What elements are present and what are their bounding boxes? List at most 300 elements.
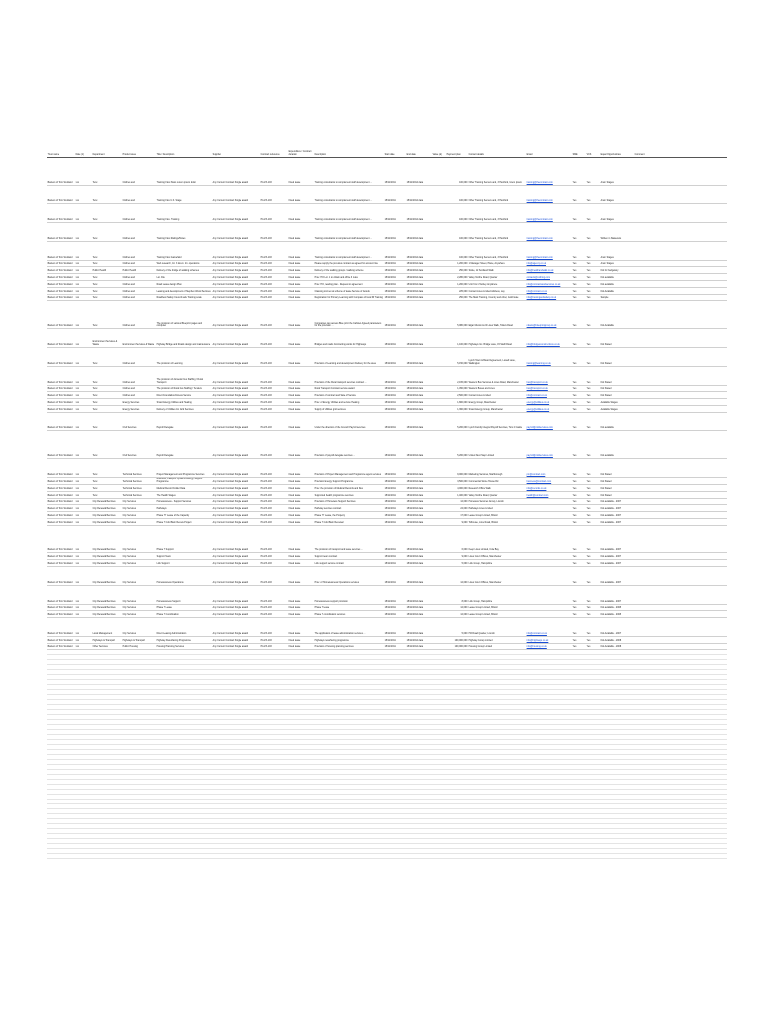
table-cell[interactable]: Tenx — [92, 157, 122, 185]
table-cell[interactable]: xxx — [75, 294, 92, 301]
table-row[interactable] — [47, 604, 727, 611]
table-cell[interactable]: Tenx — [92, 484, 122, 491]
table-cell[interactable]: training@thecontract.com — [526, 223, 572, 242]
table-cell[interactable]: Yes — [572, 518, 586, 525]
table-cell[interactable]: Lynch Family Integral Payroll Services, Tom 2 Castle — [468, 412, 526, 431]
table-cell[interactable]: Yes — [586, 204, 600, 223]
table-cell[interactable]: P4-ZX-103 — [260, 274, 288, 281]
table-cell[interactable]: Fixed lease — [288, 329, 314, 348]
table-cell[interactable]: Yes — [572, 505, 586, 512]
table-cell[interactable]: Clothes and — [122, 281, 156, 288]
table-cell[interactable] — [432, 274, 446, 281]
table-cell[interactable] — [432, 604, 446, 611]
table-cell[interactable]: Yes — [572, 412, 586, 431]
table-cell[interactable]: P4-ZX-103 — [260, 157, 288, 185]
table-cell[interactable]: Any Current Contract Single award — [212, 505, 260, 512]
column-header[interactable]: Title / Description — [156, 128, 212, 157]
table-cell[interactable]: P4-ZX-103 — [260, 491, 288, 498]
table-row[interactable] — [47, 484, 727, 491]
table-cell[interactable] — [634, 525, 727, 553]
table-cell[interactable]: Written in Stakeouts — [600, 223, 634, 242]
table-cell[interactable]: City Services — [122, 585, 156, 604]
table-cell[interactable]: Tenx — [92, 477, 122, 484]
table-row[interactable] — [47, 329, 727, 348]
table-cell[interactable]: 15/11/2011 — [384, 525, 406, 553]
table-cell[interactable]: xxx — [75, 566, 92, 585]
table-cell[interactable]: 100,000 — [446, 185, 468, 204]
table-cell[interactable]: info@housing.co.uk — [526, 643, 572, 650]
empty-cell[interactable] — [634, 854, 727, 859]
table-cell[interactable]: Yes — [586, 498, 600, 505]
table-cell[interactable]: City Renewal/Services — [92, 553, 122, 560]
table-cell[interactable]: 15/11/2014 data — [406, 329, 432, 348]
table-cell[interactable]: Fixed lease — [288, 260, 314, 267]
table-cell[interactable]: 5,000 — [446, 560, 468, 567]
table-cell[interactable]: 1,200,000 — [446, 281, 468, 288]
table-cell[interactable]: Please supply the previous contract as agreed for account line — [314, 260, 384, 267]
table-cell[interactable]: P4-ZX-103 — [260, 392, 288, 399]
table-cell[interactable]: Yes — [586, 636, 600, 643]
table-cell[interactable]: Provision of housing planning services — [314, 643, 384, 650]
table-cell[interactable]: 15/11/2011 — [384, 260, 406, 267]
table-cell[interactable]: Any Current Contract Single award — [212, 399, 260, 406]
table-cell[interactable]: Homelessness Support — [156, 585, 212, 604]
table-cell[interactable]: Not Stated — [600, 477, 634, 484]
table-cell[interactable]: Not Available — [600, 287, 634, 294]
table-cell[interactable]: Any Current Contract Single award — [212, 484, 260, 491]
empty-row[interactable] — [47, 854, 727, 859]
table-cell[interactable]: 15/11/2011 — [384, 566, 406, 585]
table-cell[interactable]: Fixed lease — [288, 512, 314, 519]
table-cell[interactable] — [432, 618, 446, 637]
table-cell[interactable]: Tenx — [92, 241, 122, 260]
table-cell[interactable]: Baxters of Tom Scotland — [47, 260, 75, 267]
table-cell[interactable]: Valley Northe Road, Quarter — [468, 274, 526, 281]
table-cell[interactable]: Fixed lease — [288, 294, 314, 301]
table-cell[interactable]: bus@transport.co.uk — [526, 385, 572, 392]
table-cell[interactable]: Anon Stages — [600, 185, 634, 204]
table-cell[interactable]: Not available - 2008 — [600, 611, 634, 618]
table-cell[interactable]: payroll@civilservices.com — [526, 412, 572, 431]
table-cell[interactable]: Baxters of Tom Scotland — [47, 241, 75, 260]
table-cell[interactable]: 15/11/2014 data — [406, 477, 432, 484]
table-cell[interactable]: Not available - 2008 — [600, 604, 634, 611]
table-cell[interactable]: xxx — [75, 329, 92, 348]
table-row[interactable] — [47, 260, 727, 267]
table-cell[interactable]: Technical Services — [122, 484, 156, 491]
table-cell[interactable]: Elgar Mundo & 24 Lines Walk, Tollers Road — [468, 301, 526, 329]
table-cell[interactable] — [634, 281, 727, 288]
table-cell[interactable]: Registration for Primary Learning with Compass of local fill Training — [314, 294, 384, 301]
table-cell[interactable]: Baxters of Tom Scotland — [47, 585, 75, 604]
table-cell[interactable]: Pathway services contract — [314, 505, 384, 512]
table-cell[interactable] — [634, 643, 727, 650]
table-cell[interactable]: xxx — [75, 636, 92, 643]
table-cell[interactable]: Yes — [586, 459, 600, 478]
table-cell[interactable]: Baxters of Tom Scotland — [47, 185, 75, 204]
table-cell[interactable]: Clothes and — [122, 366, 156, 385]
table-cell[interactable]: Housing Planning Services — [156, 643, 212, 650]
table-cell[interactable] — [634, 636, 727, 643]
table-row[interactable] — [47, 560, 727, 567]
table-cell[interactable]: P4-ZX-103 — [260, 366, 288, 385]
column-header[interactable]: Value (£) — [432, 128, 446, 157]
table-cell[interactable]: Tenx — [92, 204, 122, 223]
table-cell[interactable]: xxx — [75, 560, 92, 567]
table-cell[interactable]: P4-ZX-103 — [260, 329, 288, 348]
table-row[interactable] — [47, 553, 727, 560]
table-cell[interactable]: Fixed lease — [288, 484, 314, 491]
table-cell[interactable]: Provision of Learning and development Delivery for the area — [314, 347, 384, 366]
table-cell[interactable]: The Mark Training, Country and other, Gold Gate — [468, 294, 526, 301]
table-cell[interactable]: City Services — [122, 604, 156, 611]
table-cell[interactable]: 15/11/2011 — [384, 157, 406, 185]
table-cell[interactable]: Public Health — [122, 267, 156, 274]
table-cell[interactable]: Environment Services & Waste — [92, 329, 122, 348]
table-cell[interactable]: Yes — [586, 518, 600, 525]
table-cell[interactable]: Not Stated — [600, 385, 634, 392]
table-cell[interactable]: 15/11/2014 data — [406, 281, 432, 288]
table-cell[interactable]: Fixed lease — [288, 505, 314, 512]
table-cell[interactable]: Tolhouse, Lime Road, Bristol — [468, 518, 526, 525]
table-cell[interactable]: 15/11/2014 data — [406, 366, 432, 385]
table-cell[interactable]: Any Current Contract Single award — [212, 385, 260, 392]
table-cell[interactable]: Baxters of Tom Scotland — [47, 281, 75, 288]
table-cell[interactable]: 100,000 — [446, 157, 468, 185]
table-cell[interactable]: Tenx — [92, 459, 122, 478]
table-cell[interactable]: Fixed lease — [288, 301, 314, 329]
table-cell[interactable]: Baxters of Tom Scotland — [47, 484, 75, 491]
table-cell[interactable]: 15/11/2011 — [384, 267, 406, 274]
table-cell[interactable]: P4-ZX-103 — [260, 241, 288, 260]
table-cell[interactable]: Link Group, Hampshire — [468, 585, 526, 604]
empty-cell[interactable] — [212, 854, 260, 859]
table-cell[interactable]: 15/11/2014 data — [406, 431, 432, 459]
table-cell[interactable]: Fixed lease — [288, 274, 314, 281]
table-cell[interactable]: Baxters of Tom Scotland — [47, 505, 75, 512]
table-cell[interactable]: Medical Record Folder Data — [156, 484, 212, 491]
table-cell[interactable]: Technical Services — [122, 459, 156, 478]
table-cell[interactable]: 15/11/2014 data — [406, 518, 432, 525]
table-cell[interactable]: Link Support — [156, 560, 212, 567]
table-cell[interactable]: info@trainingandsafety.co.uk — [526, 294, 572, 301]
table-cell[interactable]: Direct Leasing Administration — [156, 618, 212, 637]
table-cell[interactable] — [432, 204, 446, 223]
table-cell[interactable] — [526, 604, 572, 611]
table-cell[interactable]: Local Management — [92, 618, 122, 637]
table-cell[interactable]: Lines Court Offices, Manchester — [468, 553, 526, 560]
table-cell[interactable]: Public Housing — [122, 643, 156, 650]
table-cell[interactable]: 15/11/2011 — [384, 412, 406, 431]
table-cell[interactable] — [432, 491, 446, 498]
table-cell[interactable]: 15/11/2011 — [384, 399, 406, 406]
table-cell[interactable] — [634, 223, 727, 242]
table-cell[interactable]: Yes — [586, 585, 600, 604]
table-cell[interactable]: 15/11/2011 — [384, 405, 406, 412]
table-cell[interactable] — [634, 604, 727, 611]
table-cell[interactable]: Fixed lease — [288, 560, 314, 567]
table-cell[interactable]: 15/11/2011 — [384, 223, 406, 242]
table-cell[interactable]: Yes — [572, 329, 586, 348]
table-cell[interactable]: Baxters of Tom Scotland — [47, 267, 75, 274]
table-cell[interactable]: xxx — [75, 498, 92, 505]
table-cell[interactable]: Clothes and — [122, 294, 156, 301]
table-row[interactable] — [47, 405, 727, 412]
table-cell[interactable]: Yes — [586, 611, 600, 618]
table-cell[interactable]: P4-ZX-103 — [260, 412, 288, 431]
table-cell[interactable]: P4-ZX-103 — [260, 405, 288, 412]
table-cell[interactable] — [634, 459, 727, 478]
table-cell[interactable]: 15/11/2014 data — [406, 505, 432, 512]
table-cell[interactable]: Not available - 2007 — [600, 566, 634, 585]
table-cell[interactable]: Yes — [572, 491, 586, 498]
table-cell[interactable]: City Renewal/Services — [92, 505, 122, 512]
table-cell[interactable]: Not available — [600, 281, 634, 288]
table-cell[interactable]: Phase 7 lease — [314, 604, 384, 611]
table-cell[interactable]: Bridges and roads Contracting works for Highways — [314, 329, 384, 348]
table-cell[interactable]: 9,000 — [446, 553, 468, 560]
table-cell[interactable]: Fixed lease — [288, 347, 314, 366]
table-cell[interactable]: 15/11/2014 data — [406, 585, 432, 604]
table-row[interactable] — [47, 636, 727, 643]
table-cell[interactable]: Not available — [600, 431, 634, 459]
table-cell[interactable]: Any Current Contract Single award — [212, 287, 260, 294]
table-cell[interactable] — [634, 498, 727, 505]
table-cell[interactable] — [634, 260, 727, 267]
table-cell[interactable]: 15/11/2014 data — [406, 525, 432, 553]
column-header[interactable]: Payment plan — [446, 128, 468, 157]
table-cell[interactable]: City Renewal/Services — [92, 525, 122, 553]
table-cell[interactable]: P4-ZX-103 — [260, 560, 288, 567]
table-cell[interactable]: Technical Services — [122, 491, 156, 498]
table-cell[interactable]: Yes — [586, 399, 600, 406]
table-cell[interactable]: 15/11/2011 — [384, 347, 406, 366]
table-cell[interactable]: 100,000 — [446, 204, 468, 223]
column-header[interactable]: Department — [92, 128, 122, 157]
table-cell[interactable]: Yes — [572, 260, 586, 267]
table-cell[interactable]: Any Current Contract Single award — [212, 204, 260, 223]
table-row[interactable] — [47, 223, 727, 242]
table-cell[interactable]: Not Stated — [600, 392, 634, 399]
table-cell[interactable] — [634, 618, 727, 637]
table-cell[interactable]: Yes — [586, 405, 600, 412]
table-cell[interactable]: Not available - 2007 — [600, 518, 634, 525]
table-cell[interactable] — [432, 525, 446, 553]
table-cell[interactable]: P4-ZX-103 — [260, 585, 288, 604]
table-cell[interactable]: Yes — [586, 329, 600, 348]
table-row[interactable] — [47, 347, 727, 366]
table-cell[interactable]: Highways Inc. Bridge Lane, 15 Stahl Road — [468, 329, 526, 348]
empty-cell[interactable] — [260, 854, 288, 859]
table-cell[interactable]: Fixed lease — [288, 459, 314, 478]
table-cell[interactable]: 2,280,000 — [446, 274, 468, 281]
table-cell[interactable]: 15/11/2014 data — [406, 267, 432, 274]
table-cell[interactable]: 15/11/2014 data — [406, 604, 432, 611]
table-cell[interactable]: Yes — [572, 611, 586, 618]
empty-cell[interactable] — [156, 854, 212, 859]
table-cell[interactable] — [634, 553, 727, 560]
table-cell[interactable]: City Renewal/Services — [92, 566, 122, 585]
table-cell[interactable]: The provision of transport and lease services ... — [314, 525, 384, 553]
table-cell[interactable]: Classing tool set at scheme of lease Service of Goods — [314, 287, 384, 294]
table-cell[interactable]: P4-ZX-103 — [260, 566, 288, 585]
table-cell[interactable]: Tenx — [92, 281, 122, 288]
table-cell[interactable]: Not available - 2007 — [600, 498, 634, 505]
table-cell[interactable]: 5,150,000 — [446, 347, 468, 366]
table-cell[interactable]: 9,000 — [446, 518, 468, 525]
table-cell[interactable] — [432, 329, 446, 348]
table-cell[interactable] — [432, 643, 446, 650]
table-row[interactable] — [47, 505, 727, 512]
table-cell[interactable]: Provision of Project Management and Programme agent services — [314, 459, 384, 478]
table-cell[interactable]: Other Services — [92, 643, 122, 650]
table-cell[interactable]: Yes — [572, 525, 586, 553]
column-header[interactable]: VCS — [586, 128, 600, 157]
table-cell[interactable]: The Health Stages — [156, 491, 212, 498]
table-cell[interactable] — [634, 611, 727, 618]
table-cell[interactable] — [526, 498, 572, 505]
table-cell[interactable]: 15/11/2014 data — [406, 405, 432, 412]
table-cell[interactable]: Fixed lease — [288, 157, 314, 185]
table-cell[interactable]: City Services — [122, 618, 156, 637]
empty-cell[interactable] — [384, 854, 406, 859]
table-cell[interactable]: P4-ZX-103 — [260, 518, 288, 525]
table-cell[interactable]: Yes — [572, 585, 586, 604]
table-cell[interactable]: 5,000 — [446, 618, 468, 637]
table-cell[interactable]: Baxters of Tom Scotland — [47, 560, 75, 567]
table-cell[interactable]: Lease Group Limited, Bristol — [468, 604, 526, 611]
table-cell[interactable]: Clothes and — [122, 157, 156, 185]
table-cell[interactable]: Yes — [586, 477, 600, 484]
table-cell[interactable]: Phase 7 Lease — [156, 604, 212, 611]
table-cell[interactable]: xxx — [75, 405, 92, 412]
table-cell[interactable]: Environment Services & Waste — [122, 329, 156, 348]
table-cell[interactable]: Yes — [586, 604, 600, 611]
table-cell[interactable]: Clothes and — [122, 392, 156, 399]
table-row[interactable] — [47, 585, 727, 604]
table-cell[interactable]: Unit 6 & 1 Tamley Anywhere — [468, 281, 526, 288]
table-cell[interactable]: P4-ZX-103 — [260, 281, 288, 288]
table-row[interactable] — [47, 412, 727, 431]
table-cell[interactable]: P4-ZX-103 — [260, 643, 288, 650]
table-row[interactable] — [47, 431, 727, 459]
table-cell[interactable]: 15/11/2011 — [384, 585, 406, 604]
table-cell[interactable]: Energy Services — [122, 399, 156, 406]
table-cell[interactable]: Yes — [572, 274, 586, 281]
table-cell[interactable]: Fixed lease — [288, 281, 314, 288]
table-cell[interactable]: Yes — [572, 223, 586, 242]
table-cell[interactable]: Western Buses and Lines — [468, 385, 526, 392]
table-cell[interactable]: Yes — [586, 301, 600, 329]
table-cell[interactable]: 6,000 — [446, 525, 468, 553]
table-cell[interactable]: Yes — [572, 618, 586, 637]
table-cell[interactable]: Hill Road Quarter, Lincoln — [468, 618, 526, 637]
table-cell[interactable]: Any Current Contract Single award — [212, 477, 260, 484]
table-cell[interactable] — [634, 329, 727, 348]
table-cell[interactable]: 15/11/2014 data — [406, 566, 432, 585]
table-cell[interactable] — [526, 611, 572, 618]
table-row[interactable] — [47, 611, 727, 618]
table-cell[interactable] — [634, 431, 727, 459]
table-cell[interactable]: xxx — [75, 553, 92, 560]
column-header[interactable]: Description — [314, 128, 384, 157]
table-cell[interactable]: Available Stages — [600, 399, 634, 406]
table-cell[interactable]: Fixed lease — [288, 392, 314, 399]
table-cell[interactable]: Fixed lease — [288, 643, 314, 650]
table-cell[interactable] — [634, 477, 727, 484]
table-cell[interactable]: Baxters of Tom Scotland — [47, 636, 75, 643]
table-cell[interactable]: Not Stated — [600, 459, 634, 478]
empty-cell[interactable] — [406, 854, 432, 859]
table-row[interactable] — [47, 566, 727, 585]
table-cell[interactable]: Baxters of Tom Scotland — [47, 525, 75, 553]
table-cell[interactable]: 15/11/2014 data — [406, 618, 432, 637]
table-cell[interactable]: P4-ZX-103 — [260, 347, 288, 366]
table-cell[interactable]: xxx — [75, 204, 92, 223]
table-cell[interactable]: Yes — [572, 301, 586, 329]
table-cell[interactable]: 15/11/2014 data — [406, 459, 432, 478]
table-cell[interactable]: Tenx — [92, 491, 122, 498]
table-cell[interactable]: xxx — [75, 399, 92, 406]
table-cell[interactable]: 1,800,000 — [446, 399, 468, 406]
table-cell[interactable]: Training Flexi Gamefield — [156, 241, 212, 260]
table-cell[interactable]: 8,000 — [446, 585, 468, 604]
table-cell[interactable]: xxx — [75, 385, 92, 392]
table-cell[interactable]: 15/11/2011 — [384, 281, 406, 288]
table-row[interactable] — [47, 241, 727, 260]
table-cell[interactable]: 100,000 — [446, 241, 468, 260]
table-cell[interactable] — [432, 636, 446, 643]
table-cell[interactable]: Yes — [586, 618, 600, 637]
table-cell[interactable]: 17,000 — [446, 512, 468, 519]
table-cell[interactable]: Lynch Town & Board Agreement, Lowell Lane, Walkington — [468, 347, 526, 366]
table-cell[interactable]: Lease Group Limited, Bristol — [468, 611, 526, 618]
table-cell[interactable] — [432, 505, 446, 512]
table-cell[interactable]: Other Training Servers and, 3 Hantford, lorem ipsum — [468, 157, 526, 185]
table-cell[interactable] — [432, 366, 446, 385]
table-cell[interactable]: 15/11/2014 data — [406, 399, 432, 406]
table-cell[interactable]: info@contract.co.uk — [526, 287, 572, 294]
table-cell[interactable]: Fixed lease — [288, 385, 314, 392]
table-cell[interactable]: 15/11/2011 — [384, 604, 406, 611]
table-cell[interactable]: 3,500,000 — [446, 477, 468, 484]
table-cell[interactable]: Training consultants to complement staff development ... — [314, 185, 384, 204]
table-cell[interactable]: Homelessness - Support Services — [156, 498, 212, 505]
table-cell[interactable] — [634, 560, 727, 567]
table-cell[interactable]: Baxters of Tom Scotland — [47, 399, 75, 406]
table-row[interactable] — [47, 643, 727, 650]
table-cell[interactable]: 1,100,000 — [446, 329, 468, 348]
table-cell[interactable]: Baxters of Tom Scotland — [47, 223, 75, 242]
table-cell[interactable]: Any Current Contract Single award — [212, 329, 260, 348]
table-cell[interactable]: Any Current Contract Single award — [212, 412, 260, 431]
table-cell[interactable]: Companies can access Blue print the Cabinet Agreed parameters for the provision ... — [314, 301, 384, 329]
table-cell[interactable]: P4-ZX-103 — [260, 399, 288, 406]
column-header[interactable]: Supplier — [212, 128, 260, 157]
table-cell[interactable]: Marketing Services, Marlborough — [468, 459, 526, 478]
table-cell[interactable]: Provision of contract and Sale of Service — [314, 392, 384, 399]
table-cell[interactable]: Fixed lease — [288, 525, 314, 553]
table-row[interactable] — [47, 366, 727, 385]
table-row[interactable] — [47, 512, 727, 519]
table-cell[interactable]: 15/11/2011 — [384, 241, 406, 260]
table-cell[interactable]: Baxters of Tom Scotland — [47, 347, 75, 366]
table-cell[interactable]: payroll@civilservices.com — [526, 431, 572, 459]
table-cell[interactable]: Not Stated — [600, 484, 634, 491]
table-cell[interactable]: 12,000 — [446, 611, 468, 618]
table-cell[interactable]: training@thecontract.com — [526, 157, 572, 185]
table-cell[interactable]: Any Current Contract Single award — [212, 643, 260, 650]
